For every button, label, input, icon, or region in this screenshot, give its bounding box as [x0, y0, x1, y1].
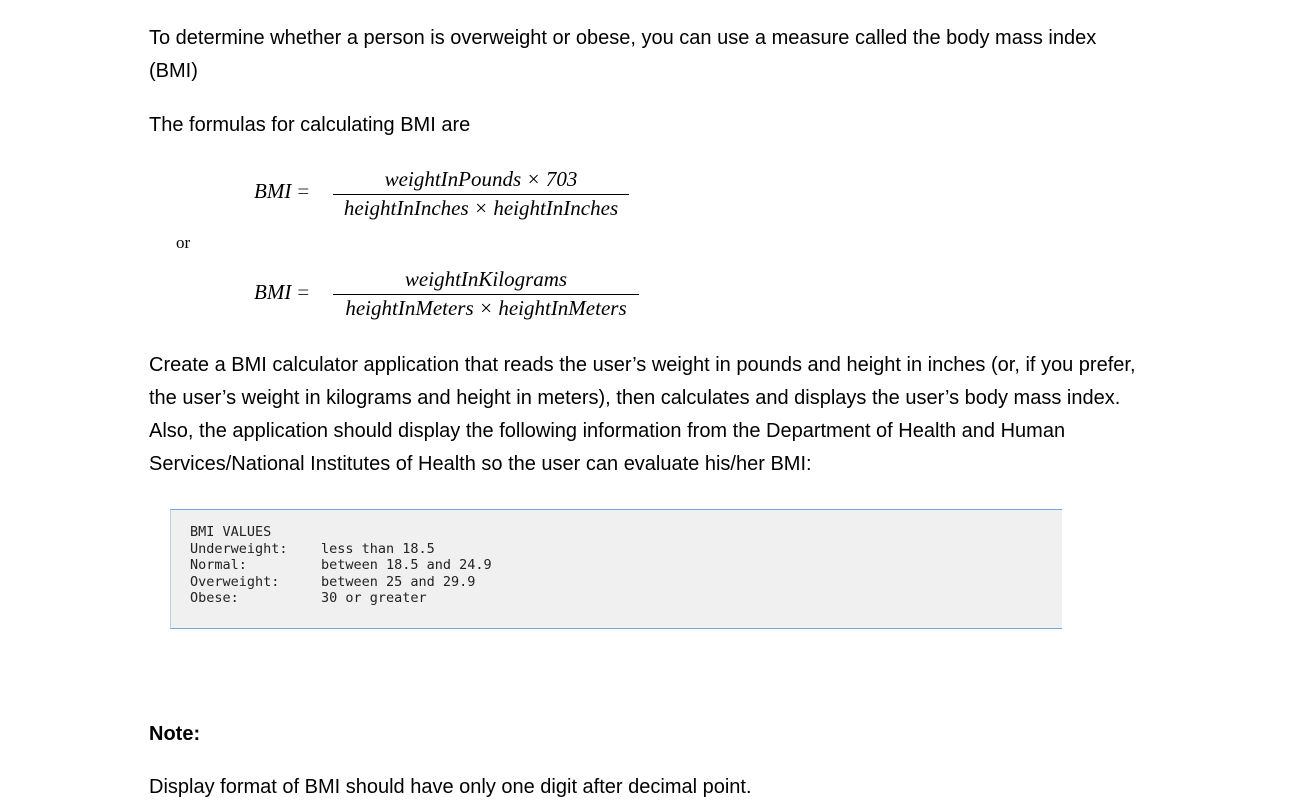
formula-denominator: heightInInches × heightInInches	[343, 196, 619, 220]
note-label: Note:	[149, 723, 201, 745]
bmi-row	[190, 574, 492, 591]
formula-equals-sign: =	[297, 179, 310, 203]
formula-lhs	[254, 280, 309, 305]
formula-numerator: weightInPounds × 703	[384, 167, 578, 191]
bmi-range: between 18.5 and 24.9	[321, 557, 492, 573]
bmi-category: Overweight:	[190, 573, 280, 590]
bmi-values-box	[170, 509, 1062, 629]
formula-numerator: weightInKilograms	[404, 267, 568, 291]
formula-equals-sign: =	[297, 280, 310, 304]
bmi-category: Underweight:	[190, 540, 288, 557]
intro-paragraph: To determine whether a person is overweight or obese, you can use a measure called the body mass index (BMI)	[149, 27, 1097, 82]
bmi-values-listing	[190, 524, 492, 607]
fraction-bar	[333, 194, 629, 195]
task-paragraph: Create a BMI calculator application that reads the user’s weight in pounds and height in inches (or, if you prefer, the user’s weight in kilograms and height in meters), then calculates and displays the user’s body mass index. Also, the application should display the following information from the Department of Health and Human Services/National Institutes of Health so the user can evaluate his/her BMI:	[149, 354, 1136, 475]
bmi-range: 30 or greater	[321, 590, 427, 606]
bmi-category: Obese:	[190, 590, 239, 606]
bmi-row	[190, 557, 492, 574]
formula-denominator: heightInMeters × heightInMeters	[345, 296, 627, 320]
formula-lhs-label: BMI	[254, 280, 292, 304]
or-separator: or	[176, 233, 191, 252]
bmi-row	[190, 590, 492, 607]
bmi-values-heading: BMI VALUES	[190, 524, 272, 540]
fraction-bar	[333, 294, 639, 295]
formula-lhs	[254, 179, 309, 204]
display-format-note: Display format of BMI should have only one digit after decimal point.	[149, 776, 752, 798]
bmi-range: less than 18.5	[321, 540, 435, 557]
bmi-range: between 25 and 29.9	[321, 573, 476, 590]
formula-lhs-label: BMI	[254, 179, 292, 203]
bmi-category: Normal:	[190, 557, 247, 573]
bmi-row	[190, 541, 492, 558]
formulas-lead-text: The formulas for calculating BMI are	[149, 114, 471, 136]
